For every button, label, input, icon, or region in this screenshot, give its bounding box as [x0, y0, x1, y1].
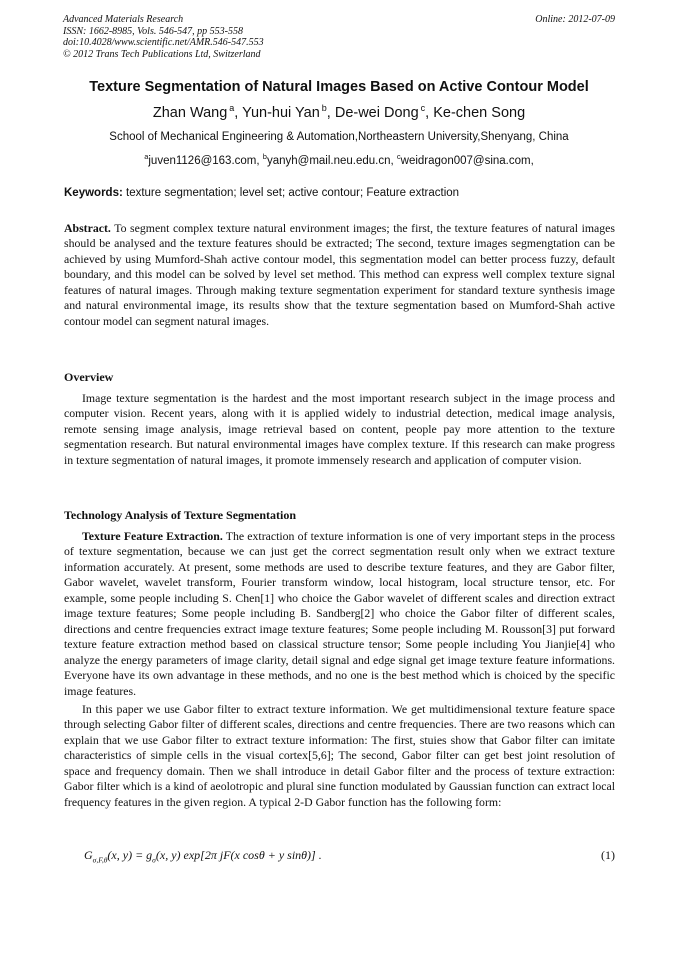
email-mark: a [144, 152, 149, 161]
equation-number: (1) [601, 848, 615, 862]
overview-text: Image texture segmentation is the hardest and the most important research subject in the image process and computer vision. Recent years, along with it is applied widely to industrial detection, medical image analysis, remote sensing image analysis, image retrieval based on content, people pay more attention to the texture segmentation research. But natural environmental images have complex texture. If this research can make progress in texture segmentation of natural images, it promote immensely research and application of computer vision. [64, 391, 615, 467]
keywords-text: texture segmentation; level set; active contour; Feature extraction [126, 187, 460, 199]
technology-paragraph-1: The extraction of texture information is one of very important steps in the process of texture segmentation, because we can just get the correct segmentation result only when we extract texture information accurately. At present, some methods are used to describe texture features, and they are Gabor filter, Gabor wavelet, wavelet transform, Fourier transform window, local histogram, local structure tensor, etc. For example, some people including S. Chen[1] who choice the Gabor wavelet of different scales and direction extract image texture features; Some people including B. Sandberg[2] who choice the Gabor filter of different scales, directions and centre frequencies extract image texture features; Some people including M. Rousson[3] put forward texture feature extraction method based on classical structure tensor; Some people including You Jianjie[4] who analyze the energy parameters of image clarity, detail signal and edge signal get image texture feature informations. Everyone have its own advantage in these methods, and no one is the best method which is choiced by the specific image features. [64, 529, 615, 698]
paper-title: Texture Segmentation of Natural Images Based on Active Contour Model [89, 79, 589, 95]
affiliation: School of Mechanical Engineering & Automation,Northeastern University,Shenyang, China [109, 131, 569, 143]
equation-args: (x, y) = g [107, 848, 153, 862]
keywords [64, 187, 616, 199]
overview-heading: Overview [64, 370, 114, 384]
doi-line: doi:10.4028/www.scientific.net/AMR.546-547.553 [63, 37, 264, 48]
journal-name: Advanced Materials Research [63, 14, 184, 25]
abstract [64, 221, 615, 329]
technology-heading: Technology Analysis of Texture Segmentation [64, 508, 297, 522]
abstract-text: To segment complex texture natural environment images; the first, the texture features of natural images should be analysed and the texture features should be extracted; The second, texture images segmengtation can be achieved by using Mumford-Shah active contour model, this segmentation model can better process fuzzy, default boundary, and this model can be solved by level set method. This method can express well complex texture signal features of natural images. Through making texture segmentation experiment for standard texture synthesis image and natural environmental image, its results show that the texture segmentation based on Mumford-Shah active contour model can segment natural images. [64, 221, 615, 328]
equation-rhs: (x, y) exp[2π jF(x cosθ + y sinθ)] . [155, 848, 322, 862]
author-name: Yun-hui Yan [242, 105, 320, 121]
author-name: Ke-chen Song [433, 105, 526, 121]
copyright-line: © 2012 Trans Tech Publications Ltd, Switzerland [63, 48, 261, 60]
email-mark: c [396, 152, 401, 161]
equation-1 [84, 848, 615, 864]
technology-paragraph-2: In this paper we use Gabor filter to extract texture information. We get multidimensional texture feature space through selecting Gabor filter of different scales, directions and centre frequencies. There are two reasons which can explain that we use Gabor filter to extract texture information: The first, stuies show that Gabor filter can imitate characteristics of simple cells in the visual cortex[5,6]; The second, Gabor filter can get best joint resolution of space and frequency domain. Then we shall introduce in detail Gabor filter and the process of texture extraction: Gabor filter which is a kind of aeolotropic and plural sine function modulated by Gaussian function can extract local frequency features in the given region. A typical 2-D Gabor function has the following form: [64, 701, 615, 809]
author-name: Zhan Wang [152, 105, 228, 121]
author-mark: a [229, 103, 235, 113]
technology-section [64, 529, 615, 810]
online-date: Online: 2012-07-09 [535, 14, 615, 25]
equation-lhs-subscript: σ,F,θ [92, 855, 108, 865]
equation-g-subscript: σ [152, 855, 156, 865]
abstract-label: Abstract. [64, 221, 111, 235]
journal-header [63, 14, 615, 60]
email-address[interactable]: weidragon007@sina.com, [400, 155, 534, 167]
email-mark: b [262, 152, 267, 161]
keywords-label: Keywords: [64, 187, 123, 199]
author-list: Zhan Wang $^a$, Yun-hui Yan $^b$, De-wei Dong $^c$, Ke-chen Song [152, 103, 526, 121]
subsection-heading: Texture Feature Extraction. [82, 529, 223, 543]
author-mark: c [420, 103, 426, 113]
overview-section [64, 391, 615, 468]
author-name: De-wei Dong [334, 105, 419, 121]
author-mark: b [321, 103, 327, 113]
email-address[interactable]: juven1126@163.com, [148, 155, 260, 167]
issn-line: ISSN: 1662-8985, Vols. 546-547, pp 553-558 [63, 25, 243, 37]
email-address[interactable]: yanyh@mail.neu.edu.cn, [266, 155, 394, 167]
equation-lhs: G [84, 848, 93, 862]
email-list [0, 152, 678, 167]
